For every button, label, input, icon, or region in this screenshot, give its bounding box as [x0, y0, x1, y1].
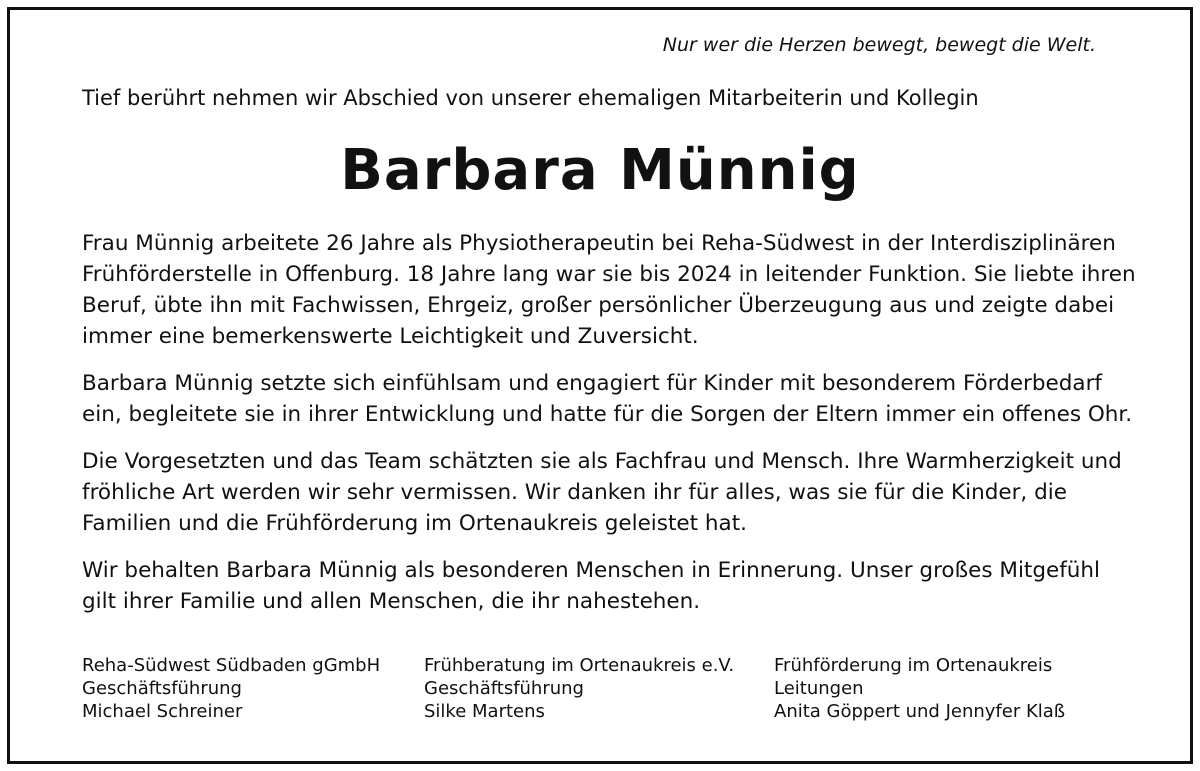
signature-reha-suedwest: [82, 654, 380, 723]
signature-organization: Frühförderung im Ortenaukreis: [774, 655, 1053, 676]
paragraph-line: ein, begleitete sie in ihrer Entwicklung und hatte für die Sorgen der Eltern immer ein offenes Ohr.: [82, 402, 1133, 427]
deceased-name: Barbara Münnig: [340, 138, 860, 203]
signature-role: Leitungen: [774, 678, 864, 699]
paragraph-career: [82, 228, 1136, 352]
paragraph-line: Barbara Münnig setzte sich einfühlsam und engagiert für Kinder mit besonderem Förderbedarf: [82, 371, 1102, 396]
signature-organization: Frühberatung im Ortenaukreis e.V.: [424, 655, 735, 676]
motto-quote: Nur wer die Herzen bewegt, bewegt die Welt.: [662, 34, 1096, 56]
paragraph-line: fröhliche Art werden wir sehr vermissen. Wir danken ihr für alles, was sie für die Kinder, die: [82, 480, 1067, 505]
paragraph-line: Wir behalten Barbara Münnig als besonderen Menschen in Erinnerung. Unser großes Mitgefühl: [82, 558, 1101, 583]
paragraph-line: Frau Münnig arbeitete 26 Jahre als Physiotherapeutin bei Reha-Südwest in der Interdisziplinären: [82, 231, 1116, 256]
obituary-body: [82, 228, 1136, 633]
intro-text: Tief berührt nehmen wir Abschied von unserer ehemaligen Mitarbeiterin und Kollegin: [82, 86, 979, 110]
signature-organization: Reha-Südwest Südbaden gGmbH: [82, 655, 381, 676]
signature-person: Michael Schreiner: [82, 701, 243, 722]
paragraph-line: gilt ihrer Familie und allen Menschen, die ihr nahestehen.: [82, 589, 701, 614]
signature-fruehberatung: [424, 654, 734, 723]
signature-role: Geschäftsführung: [424, 678, 584, 699]
paragraph-line: Beruf, übte ihn mit Fachwissen, Ehrgeiz, großer persönlicher Überzeugung aus und zeigte dabei: [82, 293, 1115, 318]
paragraph-line: Familien und die Frühförderung im Ortenaukreis geleistet hat.: [82, 511, 747, 536]
paragraph-line: Frühförderstelle in Offenburg. 18 Jahre lang war sie bis 2024 in leitender Funktion. Sie liebte ihren: [82, 262, 1136, 287]
paragraph-appreciation: [82, 446, 1122, 539]
paragraph-line: immer eine bemerkenswerte Leichtigkeit und Zuversicht.: [82, 324, 699, 349]
signature-person: Silke Martens: [424, 701, 545, 722]
signature-fruehfoerderung: [774, 654, 1065, 723]
signature-block: [82, 654, 1122, 734]
paragraph-engagement: [82, 368, 1133, 430]
paragraph-line: Die Vorgesetzten und das Team schätzten sie als Fachfrau und Mensch. Ihre Warmherzigkeit und: [82, 449, 1122, 474]
paragraph-condolence: [82, 555, 1122, 617]
signature-role: Geschäftsführung: [82, 678, 242, 699]
signature-person: Anita Göppert und Jennyfer Klaß: [774, 701, 1066, 722]
